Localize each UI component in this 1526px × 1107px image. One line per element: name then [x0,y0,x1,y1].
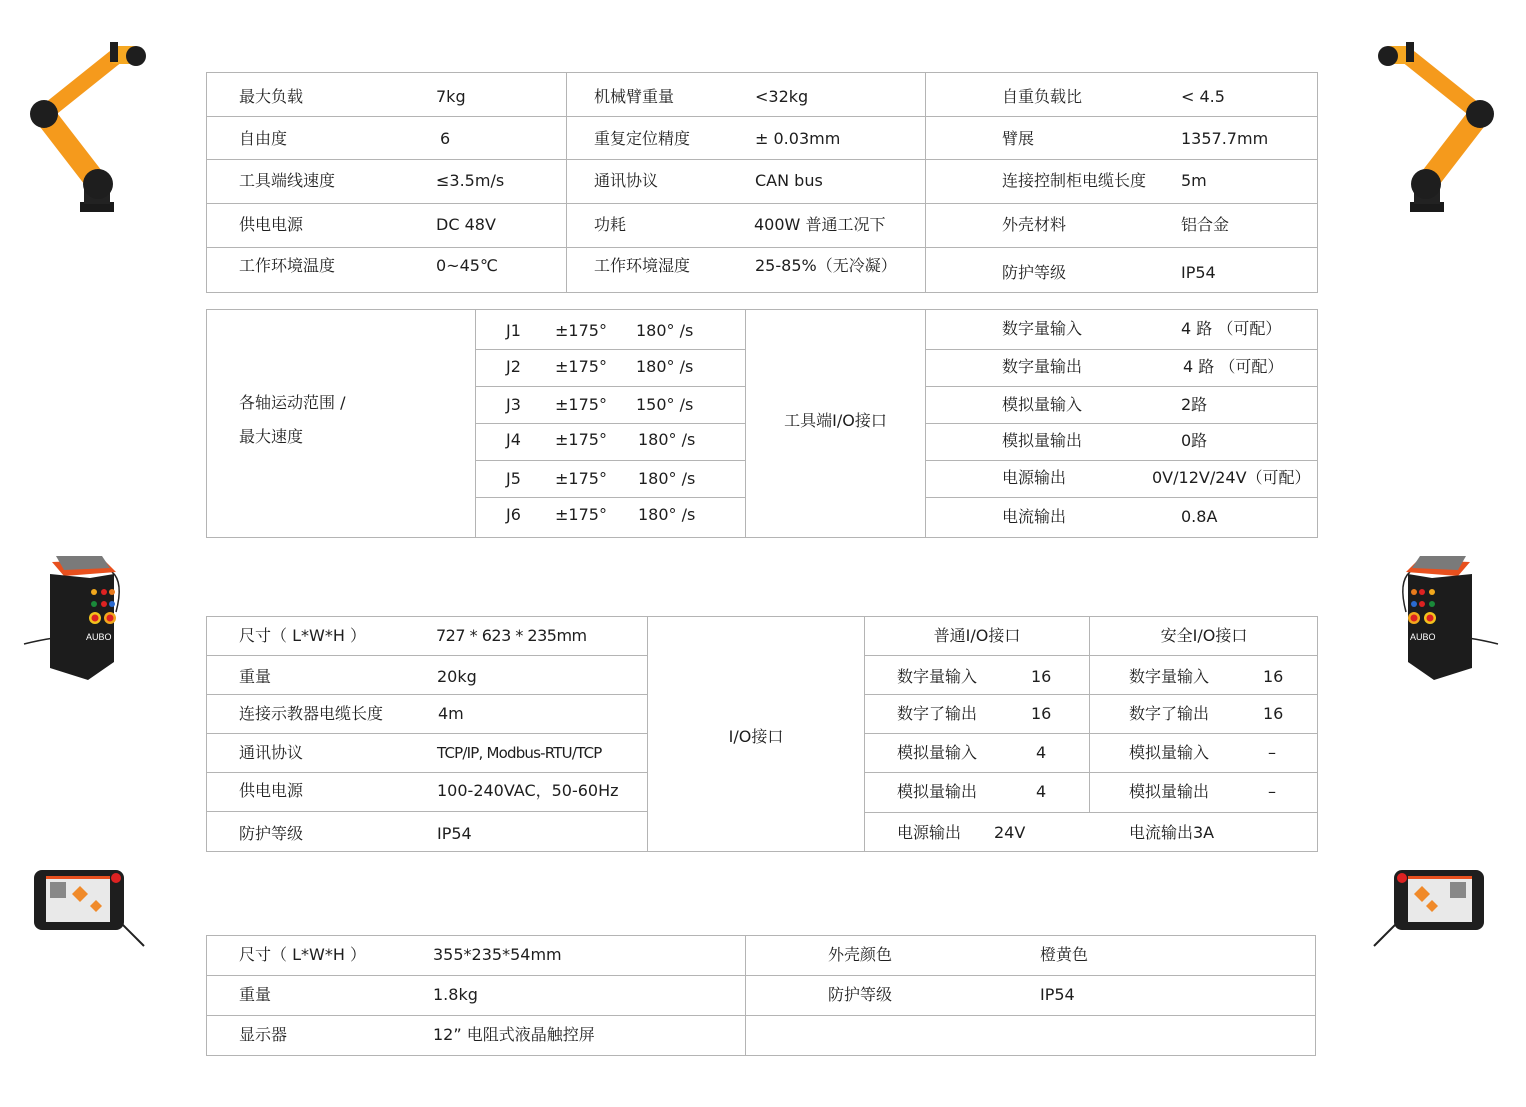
joint-speed: 180° /s [636,321,694,340]
spec-label: 工作环境湿度 [594,256,691,275]
joint-range: ±175° [555,357,607,376]
tool-io-value: 0.8A [1181,507,1218,526]
general-io-label: 数字了输出 [897,704,978,723]
spec-value: 6 [440,129,451,148]
cabinet-spec-label: 尺寸（ L*W*H ） [239,626,366,645]
spec-label: 工具端线速度 [239,171,336,190]
tool-io-label: 数字量输入 [1002,319,1083,338]
spec-value: 铝合金 [1181,215,1230,234]
joint-name: J3 [506,395,521,414]
safety-io-value: 16 [1263,704,1284,723]
joint-speed: 180° /s [638,469,696,488]
cabinet-spec-label: 供电电源 [239,781,304,800]
joint-name: J6 [506,505,521,524]
spec-label: 通讯协议 [594,171,659,190]
spec-value: 0~45℃ [436,256,498,275]
cabinet-spec-label: 连接示教器电缆长度 [239,704,384,723]
cabinet-spec-value: 20kg [437,667,477,686]
general-io-value: 4 [1036,782,1047,801]
general-io-value: 4 [1036,743,1047,762]
spec-value: CAN bus [755,171,823,190]
spec-value: 1357.7mm [1181,129,1269,148]
tool-io-value: 2路 [1181,395,1208,414]
safety-io-value: – [1268,743,1276,762]
safety-io-value: 16 [1263,667,1284,686]
pendant-spec-label: 尺寸（ L*W*H ） [239,945,366,964]
safety-io-label: 数字量输入 [1129,667,1210,686]
pendant-spec-value: 橙黄色 [1040,945,1089,964]
tool-io-label: 工具端I/O接口 [784,411,887,430]
spec-value: ± 0.03mm [755,129,841,148]
tool-io-value: 4 路 （可配） [1181,319,1282,338]
joint-name: J1 [506,321,521,340]
spec-label: 外壳材料 [1002,215,1067,234]
cabinet-spec-value: 100-240VAC，50-60Hz [437,781,619,800]
spec-label: 供电电源 [239,215,304,234]
general-io-value: 16 [1031,704,1052,723]
pendant-spec-value: IP54 [1040,985,1075,1004]
spec-value: 400W 普通工况下 [754,215,886,234]
general-io-label: 模拟量输出 [897,782,978,801]
joint-speed: 180° /s [638,430,696,449]
power-output-value: 24V [994,823,1026,842]
teach-pendant-image-right [1372,866,1488,950]
joint-speed: 180° /s [636,357,694,376]
pendant-spec-label: 重量 [239,985,272,1004]
spec-value: 25-85%（无冷凝） [755,256,897,275]
joint-range: ±175° [555,321,607,340]
joint-range: ±175° [555,430,607,449]
cabinet-spec-value: IP54 [437,824,472,843]
spec-label: 机械臂重量 [594,87,675,106]
tool-io-label: 电源输出 [1002,468,1067,487]
spec-label: 最大负载 [239,87,304,106]
safety-io-value: – [1268,782,1276,801]
general-io-label: 数字量输入 [897,667,978,686]
joint-range: ±175° [555,395,607,414]
spec-label: 自重负载比 [1002,87,1083,106]
spec-value: < 4.5 [1181,87,1225,106]
cabinet-spec-value: 727 * 623 * 235mm [436,626,587,645]
robot-arm-image-right [1378,34,1510,216]
control-cabinet-image-right [1392,552,1502,688]
io-interface-label: I/O接口 [728,727,784,746]
tool-io-label: 模拟量输入 [1002,395,1083,414]
spec-value: IP54 [1181,263,1216,282]
spec-label: 工作环境温度 [239,256,336,275]
safety-io-header: 安全I/O接口 [1160,626,1248,645]
spec-label: 防护等级 [1002,263,1067,282]
pendant-spec-value: 1.8kg [433,985,478,1004]
spec-value: <32kg [755,87,809,106]
pendant-spec-label: 外壳颜色 [828,945,893,964]
tool-io-label: 数字量输出 [1002,357,1083,376]
general-io-label: 模拟量输入 [897,743,978,762]
spec-label: 功耗 [594,215,627,234]
robot-arm-image-left [14,34,146,216]
joint-name: J5 [506,469,521,488]
joint-range: ±175° [555,469,607,488]
teach-pendant-image-left [30,866,146,950]
spec-value: 7kg [436,87,466,106]
safety-io-label: 数字了输出 [1129,704,1210,723]
spec-label: 重复定位精度 [594,129,691,148]
joint-name: J2 [506,357,521,376]
cabinet-spec-label: 通讯协议 [239,743,304,762]
spec-value: 5m [1181,171,1207,190]
pendant-spec-value: 12” 电阻式液晶触控屏 [433,1025,595,1044]
control-cabinet-image-left [20,552,130,688]
power-output-label: 电源输出 [897,823,962,842]
safety-io-label: 模拟量输入 [1129,743,1210,762]
tool-io-value: 0V/12V/24V（可配） [1152,468,1311,487]
tool-io-value: 4 路 （可配） [1183,357,1284,376]
tool-io-label: 模拟量输出 [1002,431,1083,450]
pendant-spec-label: 显示器 [239,1025,288,1044]
joint-speed-label: 最大速度 [239,427,304,446]
cabinet-spec-value: TCP/IP, Modbus-RTU/TCP [437,744,602,762]
spec-label: 臂展 [1002,129,1035,148]
cabinet-spec-value: 4m [438,704,464,723]
pendant-spec-value: 355*235*54mm [433,945,562,964]
tool-io-value: 0路 [1181,431,1208,450]
cabinet-spec-label: 重量 [239,667,272,686]
general-io-value: 16 [1031,667,1052,686]
tool-io-label: 电流输出 [1002,507,1067,526]
cabinet-spec-label: 防护等级 [239,824,304,843]
joint-speed: 150° /s [636,395,694,414]
general-io-header: 普通I/O接口 [933,626,1021,645]
joint-name: J4 [506,430,521,449]
svg-text:AUBO: AUBO [86,632,112,642]
spec-value: DC 48V [436,215,496,234]
joint-speed: 180° /s [638,505,696,524]
joint-range-label: 各轴运动范围 / [239,393,346,412]
spec-label: 自由度 [239,129,288,148]
spec-label: 连接控制柜电缆长度 [1002,171,1147,190]
spec-value: ≤3.5m/s [436,171,505,190]
current-output: 电流输出3A [1129,823,1215,842]
joint-range: ±175° [555,505,607,524]
pendant-spec-label: 防护等级 [828,985,893,1004]
svg-text:AUBO: AUBO [1410,632,1436,642]
safety-io-label: 模拟量输出 [1129,782,1210,801]
